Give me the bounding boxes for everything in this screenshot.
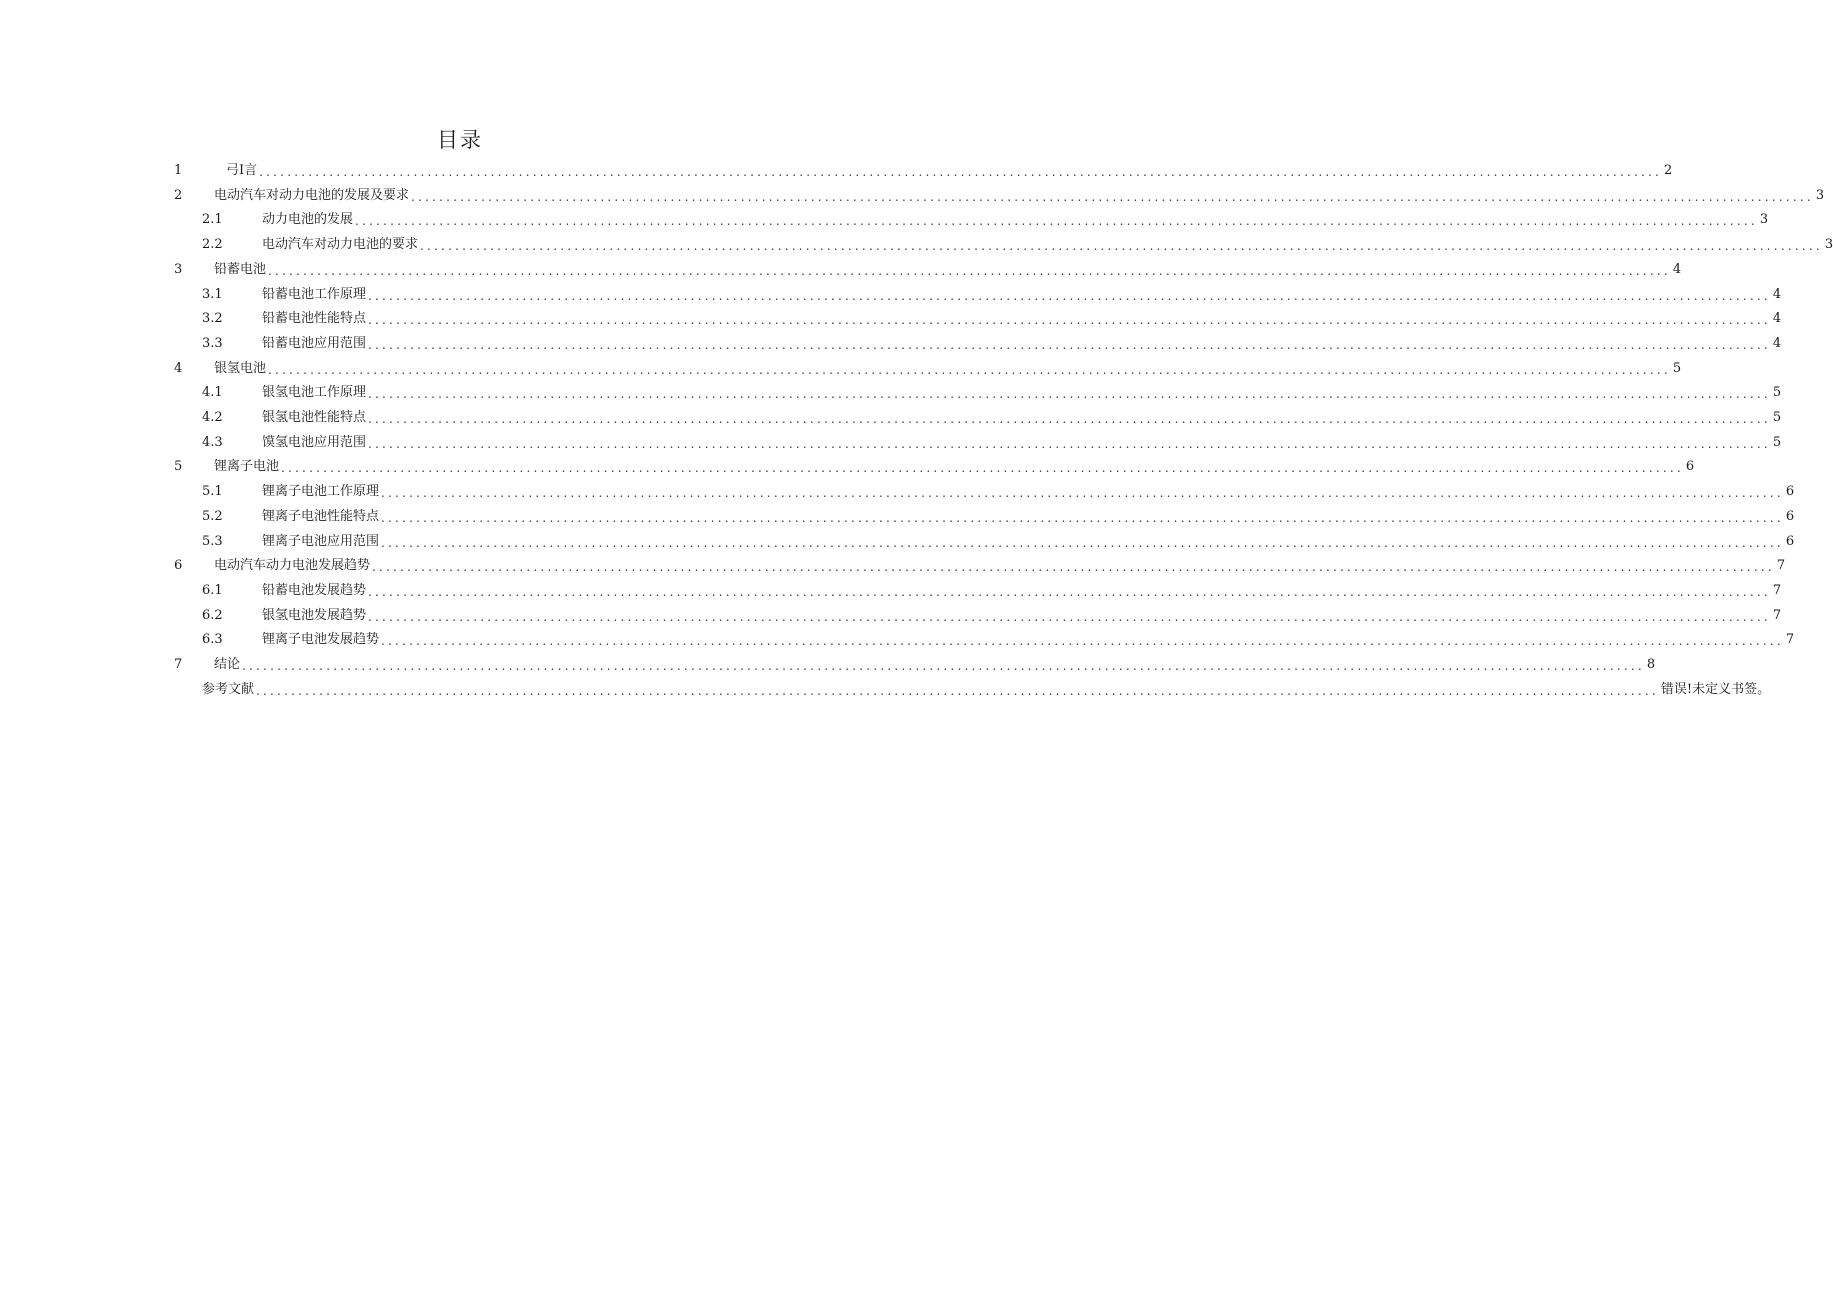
toc-entry-number: 6.1: [202, 582, 223, 598]
toc-entry[interactable]: [0, 358, 1682, 380]
toc-entry[interactable]: [0, 209, 1769, 231]
toc-entry-number: 5: [174, 459, 183, 475]
toc-entry-page: 4: [1772, 286, 1782, 302]
toc-entry-page: 5: [1672, 360, 1682, 376]
toc-leader-dots: ........................................................................................................................................................................................................: [368, 412, 1771, 426]
toc-entry[interactable]: [0, 259, 1682, 281]
toc-leader-dots: ........................................................................................................................................................................................................: [368, 387, 1771, 402]
toc-entry-title: 结论: [214, 657, 241, 672]
toc-entry[interactable]: [0, 308, 1782, 330]
toc-leader-dots: ........................................................................................................................................................................................................: [420, 239, 1823, 254]
toc-entry-title: 银氢电池性能特点: [262, 410, 367, 425]
toc-leader-dots: ........................................................................................................................................................................................................: [411, 189, 1814, 204]
toc-entry-number: 6.3: [202, 632, 223, 648]
page-title: 目录: [437, 128, 483, 152]
toc-entry-title: 锂离子电池: [214, 459, 280, 475]
toc-entry-title: 电动汽车对动力电池的发展及要求: [214, 187, 410, 203]
toc-entry[interactable]: [0, 407, 1782, 429]
toc-entry[interactable]: [0, 531, 1795, 553]
toc-entry-number: 6.2: [202, 607, 223, 623]
toc-entry-page: 3: [1824, 237, 1833, 253]
toc-entry[interactable]: [0, 629, 1795, 651]
toc-entry-page: 7: [1776, 558, 1786, 574]
toc-leader-dots: ........................................................................................................................................................................................................: [368, 337, 1771, 352]
toc-entry[interactable]: [0, 234, 1833, 256]
toc-entry[interactable]: [0, 555, 1786, 577]
toc-entry-number: 3: [174, 261, 183, 277]
toc-entry-number: 3.3: [202, 335, 223, 351]
toc-entry-page: 5: [1772, 385, 1782, 401]
toc-entry[interactable]: [0, 160, 1673, 182]
toc-entry[interactable]: [0, 333, 1782, 355]
toc-leader-dots: ........................................................................................................................................................................................................: [381, 535, 1784, 550]
toc-leader-dots: ........................................................................................................................................................................................................: [368, 436, 1771, 451]
toc-leader-dots: ........................................................................................................................................................................................................: [281, 461, 1684, 476]
toc-entry-title: 银氢电池工作原理: [262, 385, 367, 401]
toc-entry[interactable]: [0, 580, 1782, 602]
toc-entry[interactable]: [0, 185, 1825, 207]
toc-entry-title: 铅蓄电池: [214, 261, 267, 277]
toc-entry-title: 弓I言: [226, 163, 258, 178]
toc-leader-dots: ........................................................................................................................................................................................................: [355, 214, 1758, 229]
toc-entry[interactable]: [0, 654, 1656, 676]
toc-entry-title: 铅蓄电池应用范围: [262, 335, 367, 351]
toc-entry-number: 5.3: [202, 533, 223, 549]
toc-entry-page: 5: [1772, 434, 1782, 450]
toc-leader-dots: ........................................................................................................................................................................................................: [381, 510, 1784, 525]
toc-leader-dots: ........................................................................................................................................................................................................: [368, 313, 1771, 328]
toc-entry-page: 错误!未定义书签。: [1660, 681, 1771, 697]
toc-entry-number: 5.1: [202, 484, 223, 500]
toc-entry[interactable]: [0, 605, 1782, 627]
toc-entry-page: 6: [1785, 484, 1795, 500]
toc-entry-title: 锂离子电池发展趋势: [262, 632, 380, 648]
toc-entry-title: 锂离子电池性能特点: [262, 508, 380, 524]
toc-entry-page: 8: [1646, 657, 1656, 672]
toc-entry-page: 6: [1785, 533, 1795, 549]
toc-entry-page: 7: [1772, 582, 1782, 598]
toc-leader-dots: ........................................................................................................................................................................................................: [256, 683, 1659, 698]
toc-entry-page: 4: [1772, 311, 1782, 327]
toc-entry-number: 4.1: [202, 385, 223, 401]
toc-entry-page: 4: [1772, 335, 1782, 351]
toc-entry-page: 6: [1685, 459, 1695, 475]
toc-entry-number: 1: [174, 163, 183, 178]
toc-entry-title: 电动汽车对动力电池的要求: [262, 237, 419, 253]
toc-entry-number: 6: [174, 558, 183, 574]
toc-entry-number: 3.2: [202, 311, 223, 327]
toc-entry-title: 电动汽车动力电池发展趋势: [214, 558, 371, 574]
toc-leader-dots: ........................................................................................................................................................................................................: [381, 486, 1784, 501]
toc-entry-page: 6: [1785, 508, 1795, 524]
toc-entry-title: 锂离子电池应用范围: [262, 533, 380, 549]
toc-entry-title: 铅蓄电池发展趋势: [262, 582, 367, 598]
toc-entry-number: 2.2: [202, 237, 223, 253]
toc-entry-title: 银氢电池发展趋势: [262, 607, 367, 623]
toc-leader-dots: ........................................................................................................................................................................................................: [381, 634, 1784, 649]
toc-entry[interactable]: [0, 506, 1795, 528]
toc-entry-title: 铅蓄电池工作原理: [262, 286, 367, 302]
toc-leader-dots: ........................................................................................................................................................................................................: [368, 288, 1771, 303]
toc-leader-dots: ........................................................................................................................................................................................................: [259, 165, 1663, 179]
toc-entry[interactable]: [0, 382, 1782, 404]
toc-entry-page: 3: [1815, 187, 1825, 203]
toc-leader-dots: ........................................................................................................................................................................................................: [368, 584, 1771, 599]
toc-entry-number: 2.1: [202, 212, 223, 228]
toc-entry-page: 4: [1672, 261, 1682, 277]
toc-entry-number: 2: [174, 187, 183, 203]
toc-entry-number: 4: [174, 360, 183, 376]
toc-entry-number: 3.1: [202, 286, 223, 302]
toc-entry-page: 7: [1785, 632, 1795, 648]
toc-entry[interactable]: [0, 679, 1771, 701]
toc-leader-dots: ........................................................................................................................................................................................................: [268, 362, 1671, 377]
toc-entry[interactable]: [0, 481, 1795, 503]
toc-entry-number: 7: [174, 657, 183, 672]
toc-entry-page: 2: [1664, 163, 1673, 178]
toc-entry-title: 银氢电池: [214, 360, 267, 376]
toc-entry-title: 参考文献: [202, 681, 255, 697]
toc-leader-dots: ........................................................................................................................................................................................................: [368, 609, 1771, 624]
toc-entry[interactable]: [0, 432, 1782, 454]
toc-entry-number: 5.2: [202, 508, 223, 524]
toc-entry-number: 4.3: [202, 434, 223, 450]
toc-entry-page: 5: [1772, 410, 1782, 425]
toc-entry-page: 3: [1759, 212, 1769, 228]
toc-entry-title: 锂离子电池工作原理: [262, 484, 380, 500]
toc-entry[interactable]: [0, 284, 1782, 306]
toc-entry-title: 铅蓄电池性能特点: [262, 311, 367, 327]
toc-entry-title: 动力电池的发展: [262, 212, 354, 228]
toc-leader-dots: ........................................................................................................................................................................................................: [372, 560, 1775, 575]
toc-entry-page: 7: [1772, 607, 1782, 623]
toc-entry-number: 4.2: [202, 410, 223, 425]
toc-entry[interactable]: [0, 456, 1695, 478]
toc-leader-dots: ........................................................................................................................................................................................................: [242, 659, 1645, 673]
toc-leader-dots: ........................................................................................................................................................................................................: [268, 263, 1671, 278]
toc-entry-title: 馍氢电池应用范围: [262, 434, 367, 450]
